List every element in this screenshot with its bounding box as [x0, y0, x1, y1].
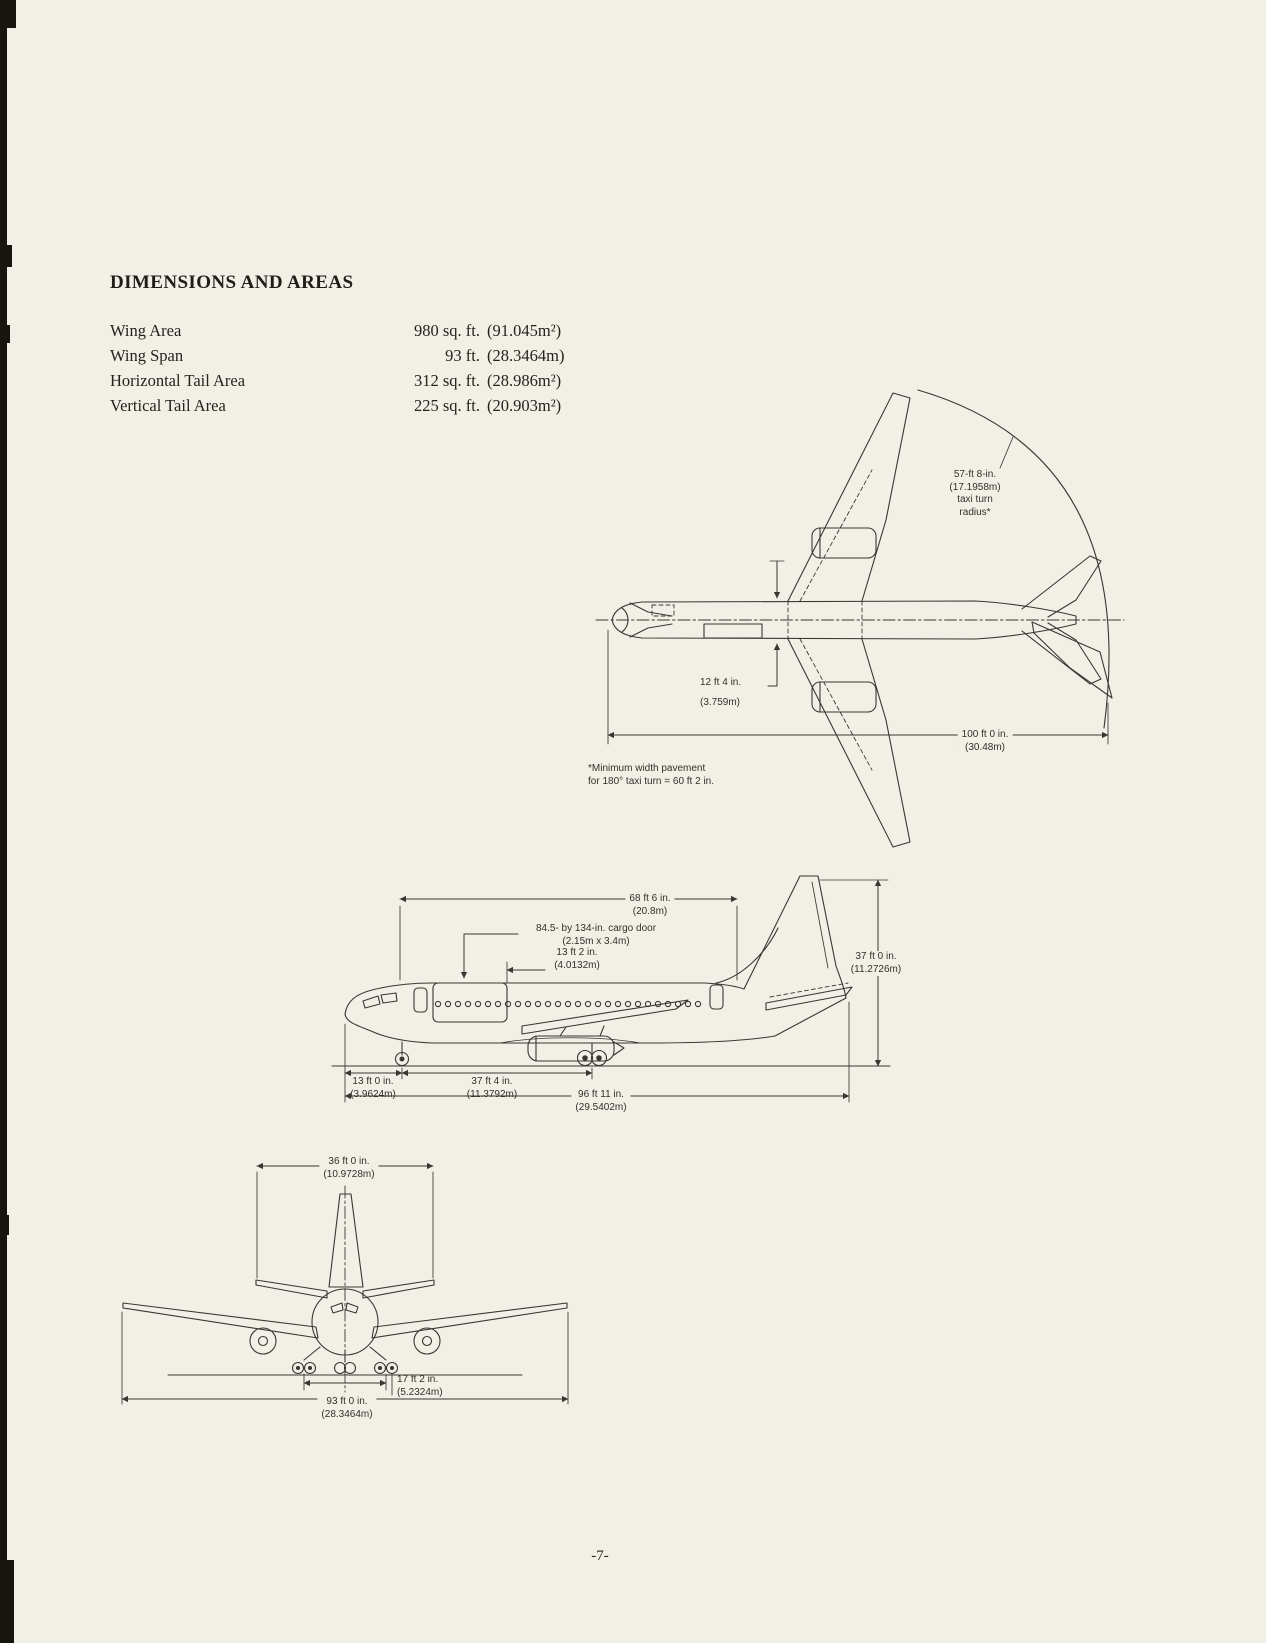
front-view-drawing	[122, 1166, 568, 1404]
dimension-text: 100 ft 0 in.	[961, 729, 1009, 740]
spec-metric: (20.903m²)	[487, 395, 562, 415]
dimension-text: (5.2324m)	[397, 1386, 443, 1398]
dimension-text: 96 ft 11 in.	[578, 1089, 624, 1100]
taxi-turn-radius-label	[949, 469, 1000, 519]
landing-gear	[293, 1347, 398, 1374]
wingspan-dimension-label	[317, 1396, 376, 1421]
landing-gear	[396, 1042, 607, 1066]
gear-track-dimension-label	[397, 1374, 443, 1399]
dimension-text: 12 ft 4 in.	[700, 677, 742, 688]
footnote-text: *Minimum width pavement	[588, 763, 706, 774]
upper-length-dimension-label	[625, 893, 674, 918]
tail-height-dimension-label	[847, 951, 905, 976]
dimension-text: 37 ft 0 in.	[855, 951, 897, 962]
dimension-text: (11.2726m)	[850, 963, 902, 975]
engine-pylon	[560, 1026, 604, 1036]
wing	[788, 393, 910, 601]
engine-nacelle	[812, 528, 876, 558]
engine-spinner	[423, 1337, 432, 1346]
engine-spinner	[259, 1337, 268, 1346]
door-outline	[710, 985, 723, 1009]
dimension-text: 13 ft 2 in.	[556, 947, 598, 958]
dimension-text: (3.9624m)	[350, 1088, 396, 1100]
spec-label: Wing Area	[110, 320, 182, 340]
taxi-turn-footnote	[588, 762, 714, 788]
tailplane-span-dimension-label	[319, 1156, 378, 1181]
scan-edge-artifact	[0, 1560, 14, 1643]
spec-label: Vertical Tail Area	[110, 395, 226, 415]
dimension-text: 37 ft 4 in.	[471, 1076, 513, 1087]
dimension-text: 17 ft 2 in.	[397, 1374, 439, 1385]
dimension-text: (4.0132m)	[554, 959, 600, 971]
scan-edge-artifact	[0, 0, 16, 28]
spec-label: Horizontal Tail Area	[110, 370, 246, 390]
spec-label: Wing Span	[110, 345, 184, 365]
section-title: DIMENSIONS AND AREAS	[110, 272, 354, 293]
spec-metric: (28.3464m)	[487, 345, 565, 365]
windshield-lines	[331, 1303, 358, 1313]
dimension-text: radius*	[959, 506, 991, 518]
page-number: -7-	[591, 1548, 609, 1564]
wheelbase-dimension-label	[467, 1076, 517, 1101]
dimension-text: 68 ft 6 in.	[629, 893, 671, 904]
leader-line	[1000, 437, 1013, 468]
horizontal-stabilizer	[766, 987, 852, 1010]
dorsal-fin-line	[716, 928, 778, 983]
spec-value: 93 ft.	[445, 345, 480, 365]
vertical-fin	[1032, 622, 1112, 698]
scan-edge-artifact	[0, 1215, 9, 1235]
spec-row	[110, 393, 564, 418]
spec-row	[110, 343, 564, 368]
spec-value: 225 sq. ft.	[414, 395, 480, 415]
wing	[788, 639, 910, 847]
taxi-turn-arc	[918, 390, 1109, 728]
dimension-text: (30.48m)	[964, 741, 1006, 753]
dimension-text: (10.9728m)	[323, 1168, 375, 1180]
engine-nacelle	[812, 682, 876, 712]
vertical-fin	[329, 1194, 363, 1287]
dimension-text: 57-ft 8-in.	[953, 469, 997, 480]
engine-nacelle	[414, 1328, 440, 1354]
spec-value: 980 sq. ft.	[414, 320, 480, 340]
engine-nacelle	[250, 1328, 276, 1354]
spec-row	[110, 318, 564, 343]
dimension-text: taxi turn	[957, 494, 993, 505]
dimension-text: (28.3464m)	[321, 1408, 373, 1420]
nose-to-nosegear-dimension-label	[350, 1076, 396, 1101]
dimension-text: 36 ft 0 in.	[328, 1156, 370, 1167]
leader-line	[464, 934, 518, 978]
wing-root-fairing	[500, 1038, 640, 1043]
dimension-text: (2.15m x 3.4m)	[562, 935, 630, 947]
side-view-drawing	[332, 876, 890, 1102]
dimension-text: (3.759m)	[700, 696, 741, 708]
scan-edge-artifact	[0, 245, 12, 267]
spec-value: 312 sq. ft.	[414, 370, 480, 390]
footnote-text: for 180° taxi turn = 60 ft 2 in.	[588, 776, 715, 787]
fuselage-width-dimension-label	[700, 677, 741, 709]
engine-exhaust	[614, 1042, 624, 1055]
dimension-text: (11.3792m)	[466, 1088, 518, 1100]
cargo-door-label	[536, 923, 656, 948]
spec-metric: (28.986m²)	[487, 370, 562, 390]
dimension-line	[768, 644, 777, 686]
dimension-text: 84.5- by 134-in. cargo door	[535, 923, 657, 934]
dimensions-table	[110, 318, 564, 418]
door-outline	[704, 624, 762, 638]
dimension-text: 13 ft 0 in.	[352, 1076, 394, 1087]
wing	[522, 1000, 688, 1034]
door-outline	[414, 988, 427, 1012]
dimension-text: (29.5402m)	[575, 1101, 627, 1113]
rudder-line	[812, 882, 828, 968]
dimension-text: (17.1958m)	[949, 481, 1001, 493]
overall-length-dimension-label	[571, 1089, 630, 1114]
windshield-lines	[363, 993, 397, 1008]
scan-edge-artifact	[0, 325, 10, 343]
dimension-text: (20.8m)	[632, 905, 668, 917]
spec-metric: (91.045m²)	[487, 320, 562, 340]
dimension-text: 93 ft 0 in.	[326, 1396, 368, 1407]
cargo-door-height-dimension-label	[554, 947, 600, 972]
spec-row	[110, 368, 564, 393]
overall-length-dimension-label	[958, 729, 1013, 754]
